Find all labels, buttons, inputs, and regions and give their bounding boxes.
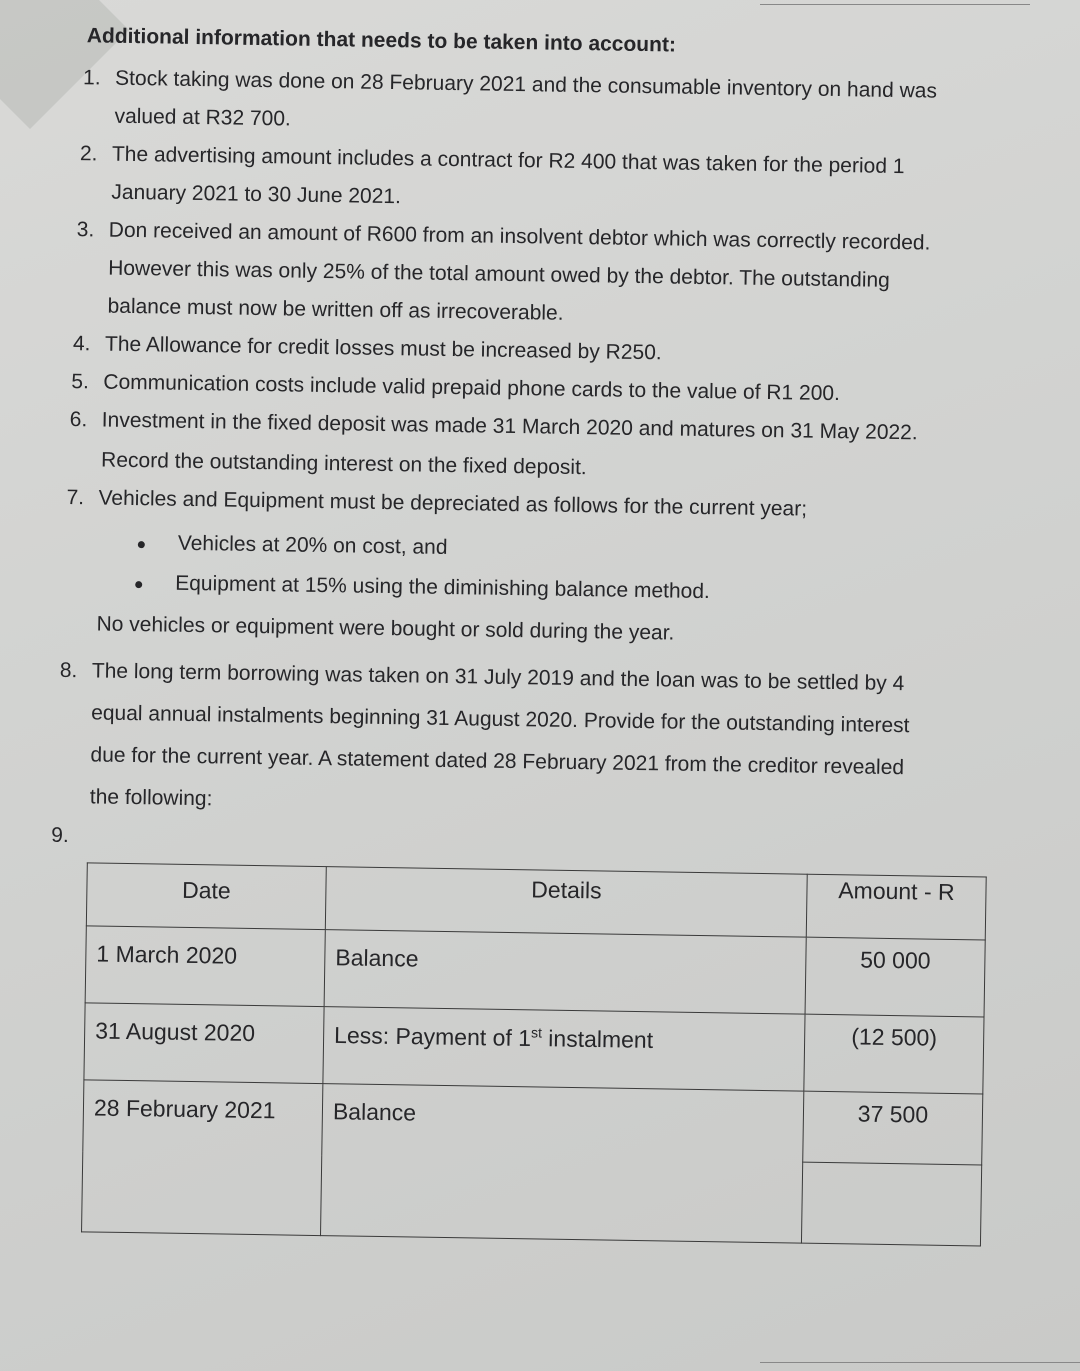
row-details — [323, 1007, 805, 1092]
details-prefix: Less: Payment of 1 — [333, 1021, 532, 1052]
item-line: equal annual instalments beginning 31 August 2020. Provide for the outstanding interest — [91, 701, 910, 738]
item-line: valued at R32 700. — [114, 104, 292, 131]
section-heading: Additional information that needs to be taken into account: — [86, 24, 677, 57]
row-details: Balance — [321, 1084, 804, 1244]
row-amount: (12 500) — [804, 1014, 984, 1094]
content-block — [51, 24, 1075, 1128]
item-line: The advertising amount includes a contract for R2 400 that was taken for the period 1 — [111, 142, 905, 179]
item-number: 1. — [82, 66, 101, 90]
details-suffix: instalment — [541, 1025, 654, 1053]
row-details: Balance — [324, 930, 806, 1015]
item-line: However this was only 25% of the total amount owed by the debtor. The outstanding — [107, 256, 891, 292]
table-row — [83, 1080, 983, 1165]
bullet-dot-icon — [138, 541, 145, 548]
item-line: due for the current year. A statement dated 28 February 2021 from the creditor revealed — [90, 743, 905, 780]
item-number: 2. — [79, 142, 98, 166]
row-amount-empty — [801, 1162, 981, 1246]
item-number: 9. — [51, 823, 69, 848]
bullet-text: Equipment at 15% using the diminishing balance method. — [175, 571, 711, 604]
header-amount: Amount - R — [806, 874, 986, 940]
item-number: 4. — [72, 332, 91, 356]
row-date: 28 February 2021 — [82, 1080, 323, 1236]
item-line: Stock taking was done on 28 February 2021 and the consumable inventory on hand was — [114, 66, 938, 103]
item-number: 5. — [71, 370, 90, 394]
item-number: 6. — [69, 408, 88, 432]
table-row — [84, 1003, 984, 1094]
item-number: 3. — [76, 218, 95, 242]
item-line: balance must now be written off as irrecoverable. — [107, 294, 564, 325]
item-line: the following: — [89, 785, 213, 811]
note-text: No vehicles or equipment were bought or sold during the year. — [96, 612, 675, 645]
row-date: 31 August 2020 — [84, 1003, 324, 1084]
row-date: 1 March 2020 — [85, 926, 325, 1007]
item-line: Investment in the fixed deposit was made 31 March 2020 and matures on 31 May 2022. — [101, 408, 918, 445]
creditor-statement-table — [81, 862, 987, 1246]
ordinal-suffix: st — [530, 1024, 543, 1041]
item-line: Vehicles and Equipment must be depreciated as follows for the current year; — [98, 486, 808, 521]
item-line: Don received an amount of R600 from an insolvent debtor which was correctly recorded. — [108, 218, 931, 255]
item-line: The Allowance for credit losses must be increased by R250. — [104, 332, 662, 365]
item-line: January 2021 to 30 June 2021. — [111, 180, 402, 209]
item-line: Communication costs include valid prepaid phone cards to the value of R1 200. — [103, 370, 841, 406]
table-row — [85, 926, 985, 1017]
item-number: 8. — [59, 658, 78, 683]
item-number: 7. — [66, 486, 85, 510]
row-amount: 37 500 — [803, 1091, 983, 1165]
item-line: The long term borrowing was taken on 31 July 2019 and the loan was to be settled by 4 — [91, 659, 905, 696]
item-line: Record the outstanding interest on the fixed deposit. — [100, 448, 587, 480]
header-details: Details — [325, 867, 807, 938]
bullet-dot-icon — [135, 581, 142, 588]
bullet-text: Vehicles at 20% on cost, and — [177, 531, 448, 559]
row-amount: 50 000 — [805, 937, 985, 1017]
top-divider — [760, 4, 1030, 5]
header-date: Date — [86, 863, 326, 930]
bottom-divider — [760, 1362, 1080, 1363]
